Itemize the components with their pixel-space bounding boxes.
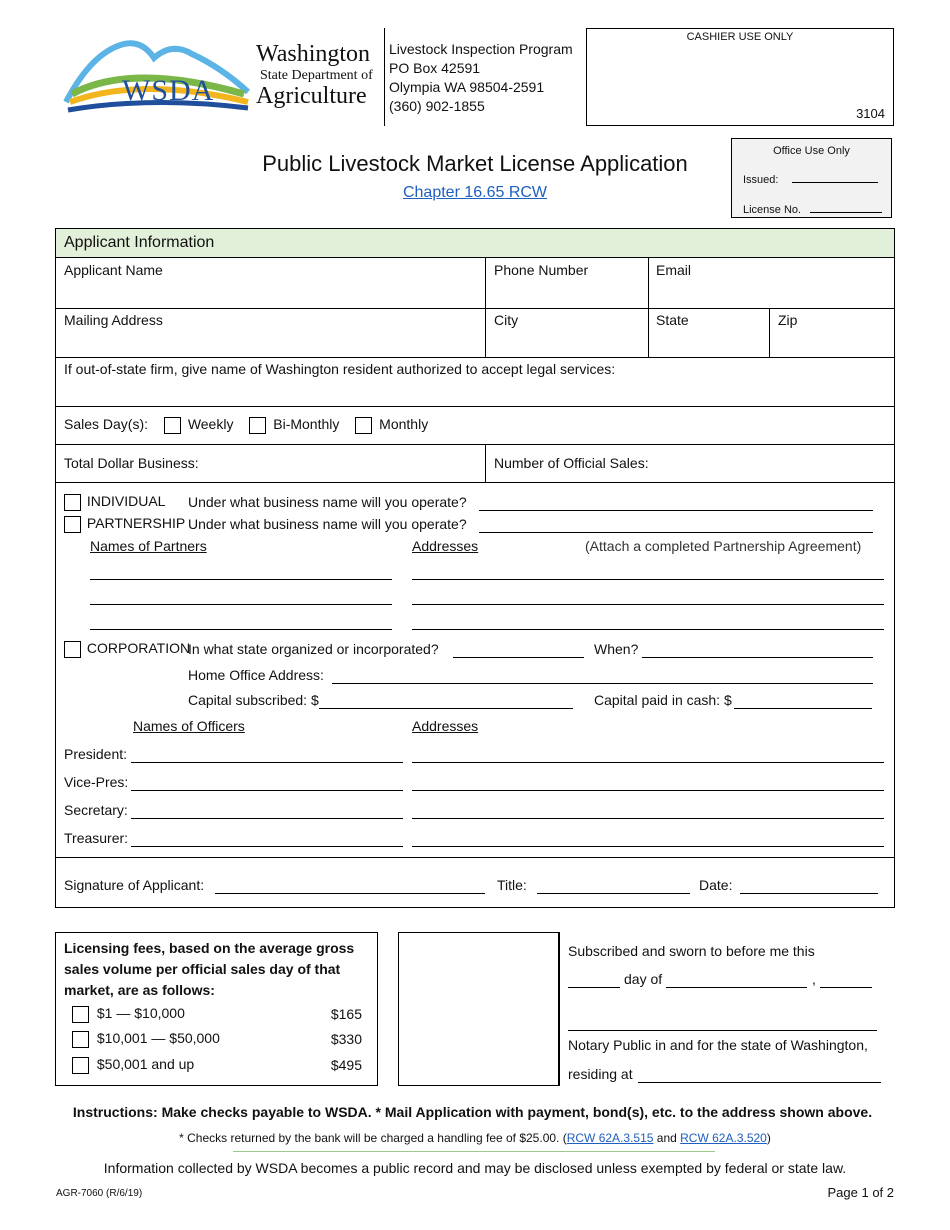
- bimonthly-checkbox[interactable]: [249, 417, 266, 434]
- notary-residing-field[interactable]: [638, 1082, 881, 1083]
- treasurer-name-field[interactable]: [131, 846, 403, 847]
- bimonthly-label: Bi-Monthly: [273, 416, 340, 432]
- names-of-officers-heading: Names of Officers: [133, 718, 245, 734]
- partnership-attach-note: (Attach a completed Partnership Agreement): [585, 538, 862, 554]
- fee-tier-2: $10,001 — $50,000 $330: [72, 1030, 362, 1048]
- corporation-label: CORPORATION: [86, 640, 191, 656]
- rcw-62a-3-520-link[interactable]: RCW 62A.3.520: [680, 1131, 767, 1145]
- issued-field[interactable]: [792, 169, 878, 183]
- partner-name-line-1[interactable]: [90, 579, 392, 580]
- partner-addresses-heading: Addresses: [412, 538, 479, 554]
- partner-address-line-3[interactable]: [412, 629, 884, 630]
- names-of-partners-heading: Names of Partners: [90, 538, 207, 554]
- signature-date-label: Date:: [699, 877, 733, 893]
- license-no-field[interactable]: [810, 199, 882, 213]
- issued-label: Issued:: [743, 169, 878, 186]
- monthly-label: Monthly: [379, 416, 429, 432]
- president-name-field[interactable]: [131, 762, 403, 763]
- partnership-business-name-field[interactable]: [479, 532, 873, 533]
- sales-days-row: [64, 416, 428, 434]
- incorporation-state-q: In what state organized or incorporated?: [188, 641, 439, 657]
- logo-acronym: WSDA: [122, 74, 215, 107]
- licensing-fees-box: [55, 932, 378, 1086]
- cashier-title: CASHIER USE ONLY: [686, 31, 794, 43]
- notary-public-text: Notary Public in and for the state of Washington,: [568, 1037, 868, 1053]
- capital-subscribed-field[interactable]: [319, 708, 573, 709]
- applicant-section-header: [56, 229, 894, 258]
- office-use-title: Office Use Only: [773, 145, 850, 157]
- cashier-code: 3104: [856, 106, 885, 121]
- city-line: Olympia WA 98504-2591: [389, 79, 545, 95]
- phone-number-field[interactable]: Phone Number: [494, 262, 589, 278]
- treasurer-address-field[interactable]: [412, 846, 884, 847]
- zip-field[interactable]: Zip: [778, 312, 798, 328]
- partner-name-line-2[interactable]: [90, 604, 392, 605]
- officer-addresses-heading: Addresses: [412, 718, 479, 734]
- president-address-field[interactable]: [412, 762, 884, 763]
- notary-residing-label: residing at: [568, 1066, 633, 1082]
- signature-title-field[interactable]: [537, 893, 690, 894]
- city-field[interactable]: City: [494, 312, 519, 328]
- partner-name-line-3[interactable]: [90, 629, 392, 630]
- notary-signature-field[interactable]: [568, 1030, 877, 1031]
- secretary-address-field[interactable]: [412, 818, 884, 819]
- total-dollar-business-field[interactable]: Total Dollar Business:: [64, 455, 199, 471]
- logo-wordmark: [256, 42, 380, 108]
- monthly-checkbox[interactable]: [355, 417, 372, 434]
- fee-tier-3-checkbox[interactable]: [72, 1057, 89, 1074]
- form-id: AGR-7060 (R/6/19): [56, 1188, 143, 1199]
- office-use-box: [731, 138, 892, 218]
- vice-pres-address-field[interactable]: [412, 790, 884, 791]
- individual-business-name-q: Under what business name will you operate?: [188, 494, 467, 510]
- fee-tier-2-checkbox[interactable]: [72, 1031, 89, 1048]
- individual-checkbox[interactable]: [64, 494, 81, 511]
- incorporation-when-field[interactable]: [642, 657, 873, 658]
- license-no-label: License No.: [743, 199, 882, 216]
- email-field[interactable]: Email: [656, 262, 692, 278]
- mailing-address-block: [389, 40, 573, 116]
- wsda-logo: [62, 32, 252, 116]
- page-number: Page 1 of 2: [827, 1185, 894, 1200]
- partner-address-line-2[interactable]: [412, 604, 884, 605]
- capital-subscribed-label: Capital subscribed: $: [188, 692, 319, 708]
- notary-day-field[interactable]: [568, 987, 620, 988]
- signature-field[interactable]: [215, 893, 485, 894]
- logo-divider: [384, 28, 385, 126]
- footer-divider: [233, 1151, 715, 1152]
- program-name: Livestock Inspection Program: [389, 41, 573, 57]
- rcw-62a-3-515-link[interactable]: RCW 62A.3.515: [566, 1131, 654, 1145]
- notary-day-of-label: day of: [624, 971, 663, 987]
- partnership-row: [64, 515, 185, 533]
- individual-label: INDIVIDUAL: [86, 493, 166, 509]
- notary-year-field[interactable]: [820, 987, 872, 988]
- capital-paid-label: Capital paid in cash: $: [594, 692, 732, 708]
- incorporation-state-field[interactable]: [453, 657, 584, 658]
- cashier-box: [586, 28, 894, 126]
- fees-heading: Licensing fees, based on the average gross sales volume per official sales day of that market, are as follows:: [64, 940, 355, 998]
- out-of-state-field[interactable]: If out-of-state firm, give name of Washington resident authorized to accept legal services:: [64, 361, 616, 377]
- notary-month-field[interactable]: [666, 987, 807, 988]
- logo-line-2: State Department of: [260, 68, 373, 83]
- notary-sworn-text: Subscribed and sworn to before me this: [568, 943, 815, 959]
- instructions: Instructions: Make checks payable to WSDA. * Mail Application with payment, bond(s), etc. to the address shown above.: [72, 1104, 873, 1120]
- sales-days-label: Sales Day(s):: [64, 416, 149, 432]
- signature-label: Signature of Applicant:: [64, 877, 205, 893]
- individual-row: [64, 493, 165, 511]
- program-phone: (360) 902-1855: [389, 98, 485, 114]
- vice-pres-name-field[interactable]: [131, 790, 403, 791]
- president-label: President:: [64, 746, 128, 762]
- capital-paid-field[interactable]: [734, 708, 872, 709]
- form-title: Public Livestock Market License Application: [262, 151, 688, 176]
- public-record-notice: Information collected by WSDA becomes a public record and may be disclosed unless exempted by federal or state law.: [103, 1160, 847, 1176]
- signature-date-field[interactable]: [740, 893, 878, 894]
- fee-tier-3: $50,001 and up $495: [72, 1056, 362, 1074]
- signature-title-label: Title:: [497, 877, 527, 893]
- po-box: PO Box 42591: [389, 60, 481, 76]
- fee-tier-1-checkbox[interactable]: [72, 1006, 89, 1023]
- fee-tier-1: $1 — $10,000 $165: [72, 1005, 362, 1023]
- home-office-label: Home Office Address:: [188, 667, 324, 683]
- applicant-name-field[interactable]: Applicant Name: [64, 262, 163, 278]
- chapter-link[interactable]: Chapter 16.65 RCW: [402, 184, 548, 201]
- weekly-label: Weekly: [187, 416, 234, 432]
- partnership-label: PARTNERSHIP: [86, 515, 186, 531]
- partnership-business-name-q: Under what business name will you operate?: [188, 516, 467, 532]
- logo-line-3: Agriculture: [256, 83, 367, 109]
- secretary-label: Secretary:: [64, 802, 128, 818]
- secretary-name-field[interactable]: [131, 818, 403, 819]
- official-sales-field[interactable]: Number of Official Sales:: [494, 455, 649, 471]
- vice-pres-label: Vice-Pres:: [64, 774, 129, 790]
- treasurer-label: Treasurer:: [64, 830, 129, 846]
- partnership-checkbox[interactable]: [64, 516, 81, 533]
- state-field[interactable]: State: [656, 312, 689, 328]
- applicant-section-title: Applicant Information: [64, 234, 215, 251]
- corporation-row: [64, 640, 190, 658]
- checks-note: * Checks returned by the bank will be charged a handling fee of $25.00. (RCW 62A.3.515 and RCW 62A.3.520): [179, 1131, 771, 1145]
- weekly-checkbox[interactable]: [164, 417, 181, 434]
- individual-business-name-field[interactable]: [479, 510, 873, 511]
- home-office-field[interactable]: [332, 683, 873, 684]
- logo-line-1: Washington: [256, 41, 371, 67]
- corporation-checkbox[interactable]: [64, 641, 81, 658]
- partner-address-line-1[interactable]: [412, 579, 884, 580]
- mailing-address-field[interactable]: Mailing Address: [64, 312, 163, 328]
- incorporation-when-label: When?: [594, 641, 639, 657]
- notary-seal-box[interactable]: [398, 932, 559, 1086]
